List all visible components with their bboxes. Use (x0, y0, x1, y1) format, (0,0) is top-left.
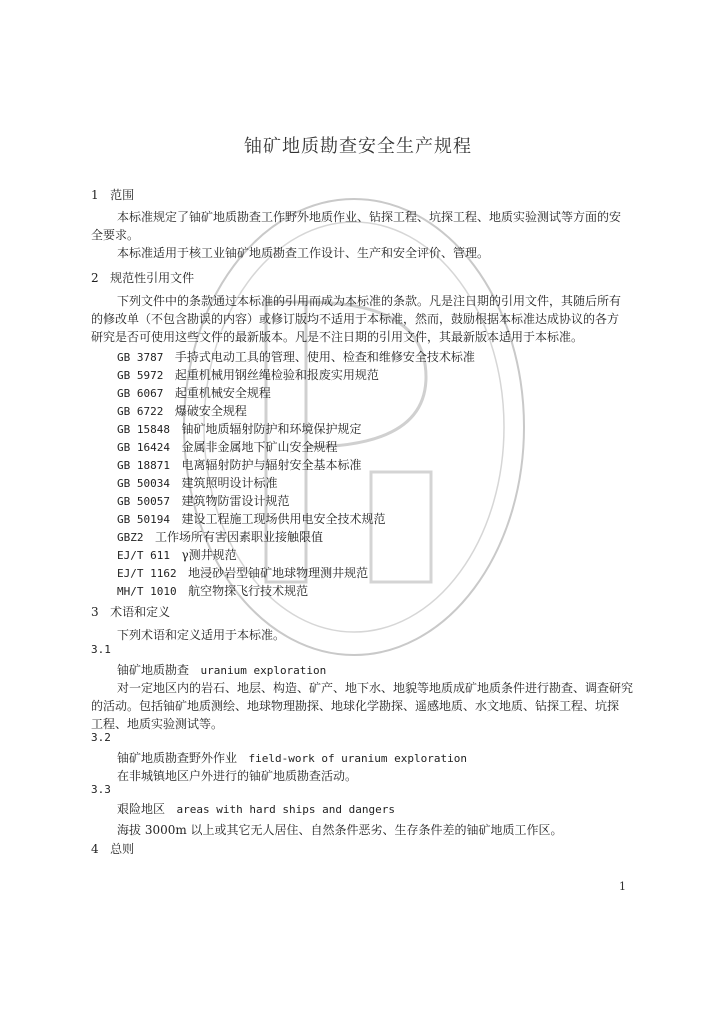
reference-title: γ测井规范 (181, 548, 237, 562)
reference-code: GB 6067 (117, 387, 164, 400)
reference-title: 铀矿地质辐射防护和环境保护规定 (181, 422, 362, 436)
paragraph-line: 的活动。包括铀矿地质测绘、地球物理勘探、地球化学勘探、遥感地质、水文地质、钻探工程、坑探 (91, 699, 620, 713)
section-title: 总则 (110, 842, 135, 856)
section-heading (91, 269, 194, 286)
reference-item (117, 384, 271, 401)
term-number: 3.3 (91, 783, 111, 796)
reference-code: GBZ2 (117, 531, 144, 544)
reference-item (117, 402, 247, 419)
paragraph-line: 下列文件中的条款通过本标准的引用而成为本标准的条款。凡是注日期的引用文件，其随后所有 (117, 294, 622, 308)
paragraph-line: 的修改单（不包含勘误的内容）或修订版均不适用于本标准，然而，鼓励根据本标准达成协议的各方 (91, 312, 620, 326)
term-number: 3.2 (91, 731, 111, 744)
section-title: 规范性引用文件 (110, 271, 195, 285)
term-number: 3.1 (91, 643, 111, 656)
reference-code: MH/T 1010 (117, 585, 177, 598)
term-zh: 铀矿地质勘查野外作业 (117, 751, 238, 765)
reference-item (117, 438, 337, 455)
section-title: 术语和定义 (110, 605, 171, 619)
term-zh: 艰险地区 (117, 802, 166, 816)
term-en: uranium exploration (200, 664, 327, 677)
paragraph-line: 本标准规定了铀矿地质勘查工作野外地质作业、钻探工程、坑探工程、地质实验测试等方面的安 (117, 210, 622, 224)
reference-code: EJ/T 1162 (117, 567, 177, 580)
reference-item (117, 366, 379, 383)
reference-title: 地浸砂岩型铀矿地球物理测井规范 (188, 566, 369, 580)
reference-title: 起重机械用钢丝绳检验和报废实用规范 (174, 368, 379, 382)
term-en: field-work of uranium exploration (248, 752, 468, 765)
reference-title: 工作场所有害因素职业接触限值 (154, 530, 323, 544)
reference-item (117, 474, 277, 491)
reference-title: 建筑照明设计标准 (181, 476, 278, 490)
document-title: 铀矿地质勘查安全生产规程 (244, 136, 472, 157)
reference-title: 手持式电动工具的管理、使用、检查和维修安全技术标准 (174, 350, 475, 364)
page-number: 1 (619, 880, 626, 893)
paragraph-line: 本标准适用于核工业铀矿地质勘查工作设计、生产和安全评价、管理。 (117, 246, 490, 260)
reference-code: GB 5972 (117, 369, 164, 382)
reference-item (117, 510, 385, 527)
paragraph-line: 在非城镇地区户外进行的铀矿地质勘查活动。 (117, 769, 358, 783)
reference-title: 金属非金属地下矿山安全规程 (181, 440, 338, 454)
reference-code: GB 18871 (117, 459, 170, 472)
reference-item (117, 564, 368, 581)
reference-item (117, 528, 323, 545)
reference-code: GB 50057 (117, 495, 170, 508)
reference-title: 建筑物防雷设计规范 (181, 494, 290, 508)
section-number: 3 (91, 605, 99, 619)
section-title: 范围 (110, 188, 135, 202)
reference-item (117, 546, 237, 563)
section-heading (91, 603, 170, 620)
reference-title: 起重机械安全规程 (174, 386, 271, 400)
reference-code: EJ/T 611 (117, 549, 170, 562)
reference-code: GB 50034 (117, 477, 170, 490)
reference-title: 爆破安全规程 (174, 404, 247, 418)
reference-item (117, 420, 361, 437)
reference-item (117, 582, 308, 599)
term-en: areas with hard ships and dangers (176, 803, 396, 816)
reference-item (117, 348, 475, 365)
reference-code: GB 6722 (117, 405, 164, 418)
term-heading (117, 749, 467, 766)
reference-item (117, 456, 361, 473)
reference-item (117, 492, 289, 509)
section-number: 4 (91, 842, 99, 856)
term-zh: 铀矿地质勘查 (117, 663, 190, 677)
reference-title: 电离辐射防护与辐射安全基本标准 (181, 458, 362, 472)
paragraph-line: 全要求。 (91, 228, 140, 242)
paragraph-line: 海拔 3000m 以上或其它无人居住、自然条件恶劣、生存条件差的铀矿地质工作区。 (117, 823, 563, 837)
paragraph-line: 对一定地区内的岩石、地层、构造、矿产、地下水、地貌等地质成矿地质条件进行勘查、调查研究 (117, 681, 634, 695)
section-number: 1 (91, 188, 99, 202)
reference-title: 建设工程施工现场供用电安全技术规范 (181, 512, 386, 526)
reference-code: GB 50194 (117, 513, 170, 526)
term-heading (117, 800, 395, 817)
paragraph-line: 工程、地质实验测试等。 (91, 717, 224, 731)
section-heading (91, 840, 134, 857)
section-number: 2 (91, 271, 99, 285)
reference-code: GB 16424 (117, 441, 170, 454)
reference-code: GB 3787 (117, 351, 164, 364)
reference-code: GB 15848 (117, 423, 170, 436)
reference-title: 航空物探飞行技术规范 (188, 584, 309, 598)
term-heading (117, 661, 326, 678)
paragraph-line: 下列术语和定义适用于本标准。 (117, 628, 286, 642)
section-heading (91, 186, 134, 203)
paragraph-line: 研究是否可使用这些文件的最新版本。凡是不注日期的引用文件，其最新版本适用于本标准。 (91, 330, 584, 344)
